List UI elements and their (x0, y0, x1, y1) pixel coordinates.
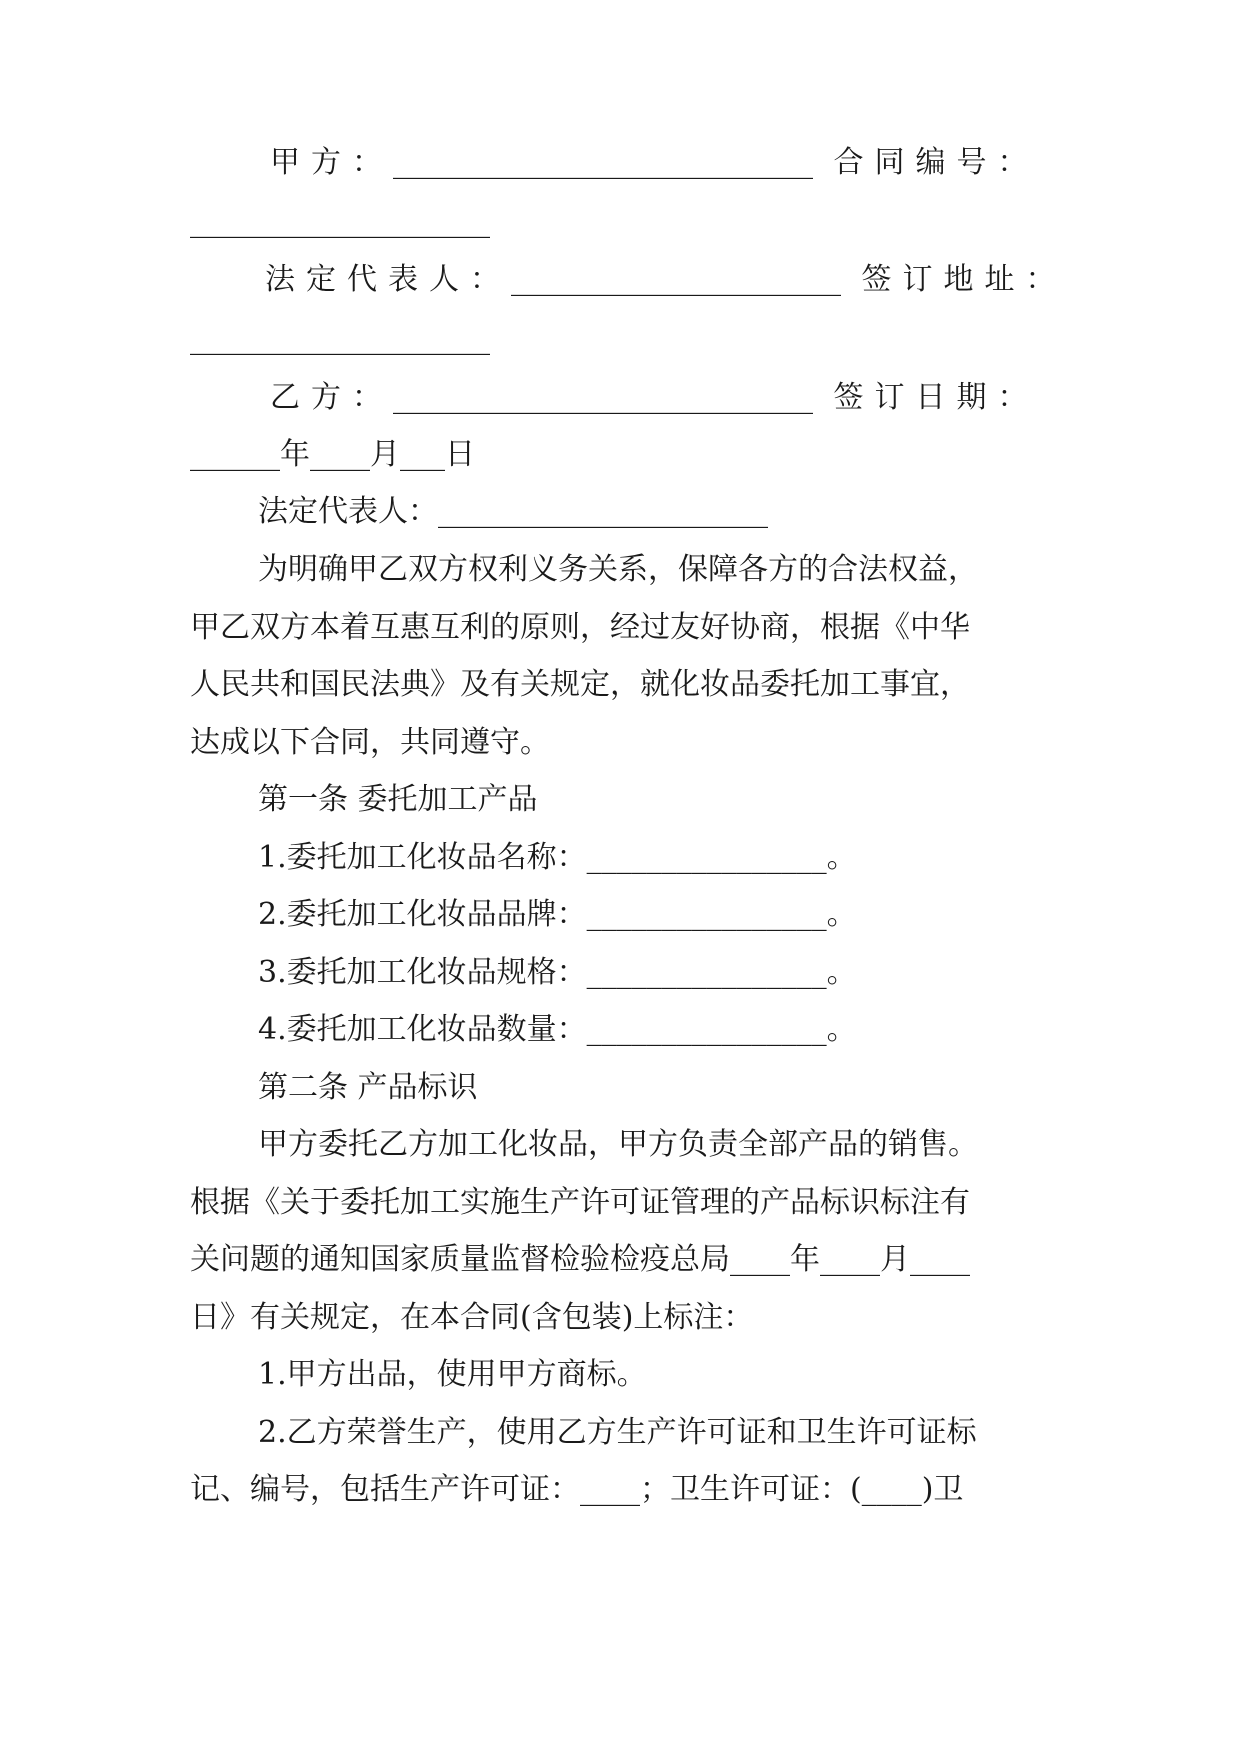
text-line (258, 1123, 1241, 1167)
text-segment: 甲方委托乙方加工化妆品，甲方负责全部产品的销售。 (258, 1127, 978, 1162)
text-line (258, 836, 1241, 880)
fill-in-blank[interactable]: ______________________ (438, 494, 768, 529)
text-segment: 。 (826, 897, 857, 932)
text-segment: 达成以下合同，共同遵守。 (190, 725, 550, 760)
text-segment: 4.委托加工化妆品数量： (258, 1012, 587, 1047)
fill-in-blank[interactable]: ____________________ (190, 204, 490, 239)
text-line (190, 663, 1241, 707)
text-segment: 3.委托加工化妆品规格： (258, 955, 587, 990)
text-line (190, 1468, 1241, 1512)
text-segment: 关问题的通知国家质量监督检验检疫总局____年____月____ (190, 1242, 970, 1277)
text-line (270, 376, 1241, 420)
text-segment: 为明确甲乙双方权利义务关系，保障各方的合法权益， (258, 552, 978, 587)
text-segment: 1.甲方出品，使用甲方商标。 (258, 1357, 647, 1392)
text-segment: 第一条 委托加工产品 (258, 782, 538, 817)
text-segment: 甲方： (270, 145, 393, 180)
text-segment: 第二条 产品标识 (258, 1070, 478, 1105)
text-line (190, 433, 1241, 477)
text-segment: 合同编号： (813, 145, 1039, 180)
text-line (258, 1411, 1241, 1455)
text-segment: 2.委托加工化妆品品牌： (258, 897, 587, 932)
fill-in-blank[interactable]: ____________________________ (393, 380, 813, 415)
text-segment: 2.乙方荣誉生产，使用乙方生产许可证和卫生许可证标 (258, 1415, 977, 1450)
text-line (258, 951, 1241, 995)
fill-in-blank[interactable]: ________________ (586, 840, 827, 875)
text-segment: 人民共和国民法典》及有关规定，就化妆品委托加工事宜， (190, 667, 970, 702)
text-line (258, 1066, 1241, 1110)
text-segment: ______年____月___日 (190, 437, 475, 472)
text-line (270, 141, 1241, 185)
text-line (258, 548, 1241, 592)
text-segment: 。 (826, 955, 857, 990)
fill-in-blank[interactable]: ________________ (586, 955, 827, 990)
text-segment: 记、编号，包括生产许可证：____；卫生许可证：(____)卫 (190, 1472, 964, 1507)
text-line (258, 893, 1241, 937)
text-segment: 签订日期： (813, 380, 1039, 415)
text-line (190, 1181, 1241, 1225)
text-segment: 。 (826, 1012, 857, 1047)
text-line (258, 1008, 1241, 1052)
text-segment: 根据《关于委托加工实施生产许可证管理的产品标识标注有 (190, 1185, 970, 1220)
text-segment: 1.委托加工化妆品名称： (258, 840, 587, 875)
text-line (258, 778, 1241, 822)
text-line (258, 490, 1241, 534)
text-line (190, 721, 1241, 765)
text-line (258, 1353, 1241, 1397)
text-segment: 。 (826, 840, 857, 875)
text-line (190, 200, 1241, 244)
text-line (265, 258, 1241, 302)
text-segment: 日》有关规定，在本合同(含包装)上标注： (190, 1300, 754, 1335)
text-segment: 甲乙双方本着互惠互利的原则，经过友好协商，根据《中华 (190, 610, 970, 645)
fill-in-blank[interactable]: ________________ (586, 897, 827, 932)
fill-in-blank[interactable]: ______________________ (511, 262, 841, 297)
text-segment: 法定代表人： (258, 494, 438, 529)
text-segment: 法定代表人： (265, 262, 511, 297)
text-segment: 乙方： (270, 380, 393, 415)
text-segment: 签订地址： (841, 262, 1067, 297)
text-line (190, 1296, 1241, 1340)
text-line (190, 1238, 1241, 1282)
fill-in-blank[interactable]: ____________________ (190, 321, 490, 356)
fill-in-blank[interactable]: ________________ (586, 1012, 827, 1047)
text-line (190, 317, 1241, 361)
text-line (190, 606, 1241, 650)
fill-in-blank[interactable]: ____________________________ (393, 145, 813, 180)
